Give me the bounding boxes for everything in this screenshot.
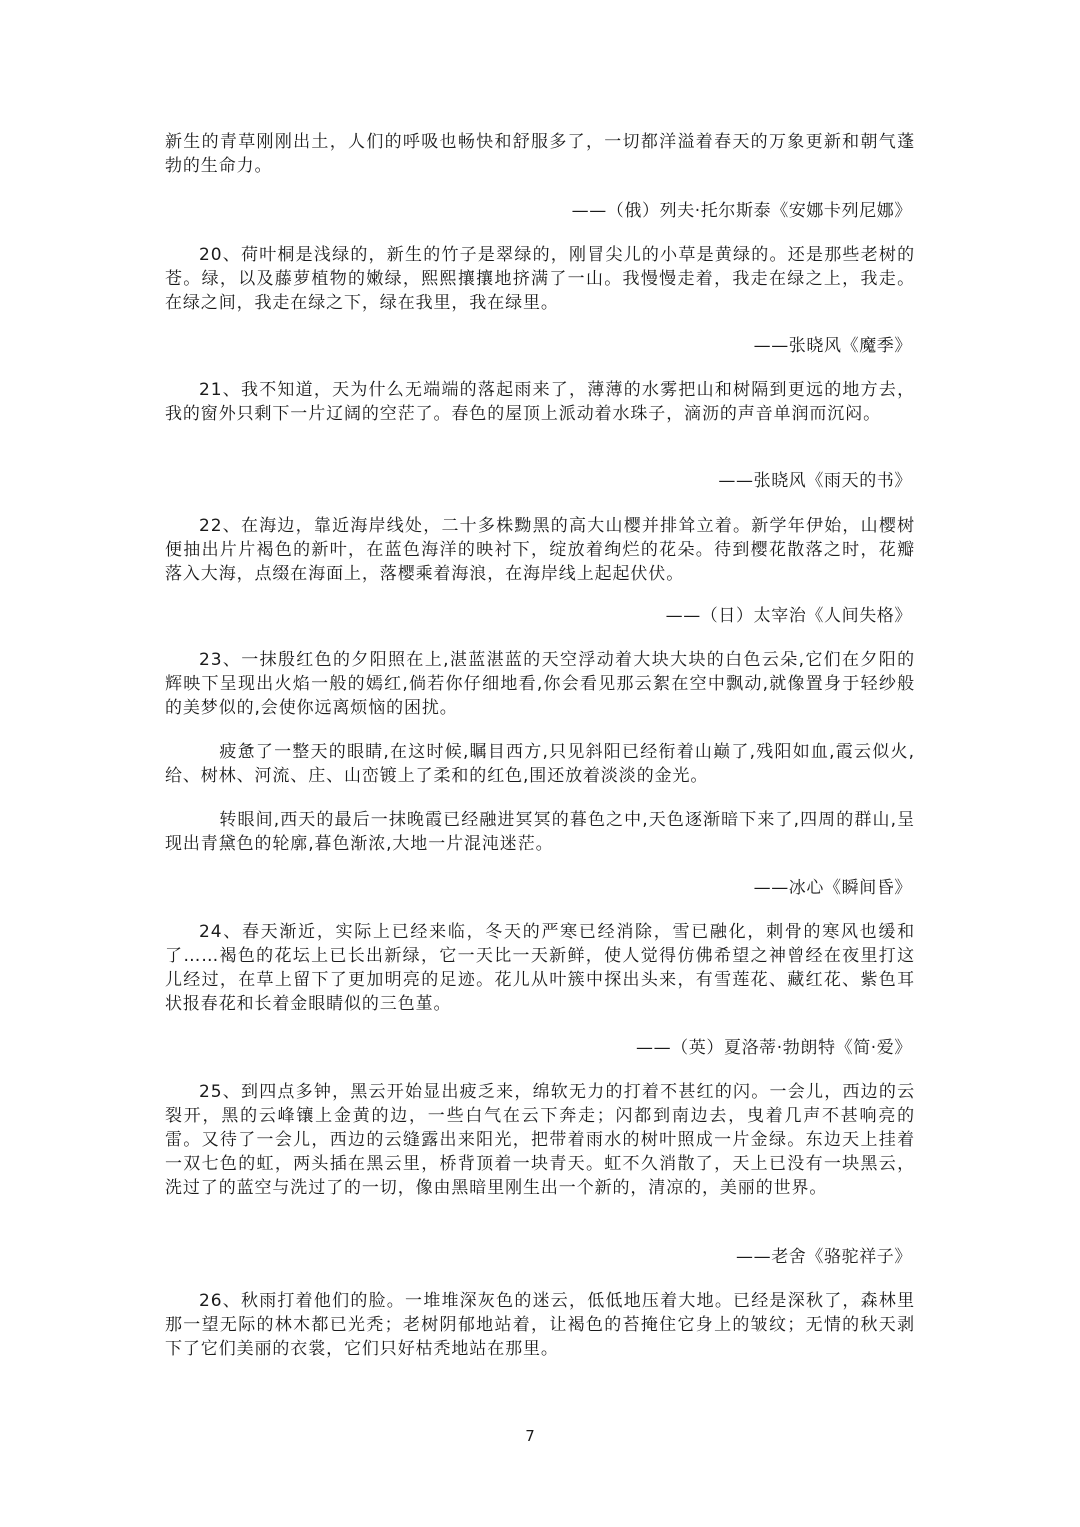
passage-text: 21、我不知道，天为什么无端端的落起雨来了，薄薄的水雾把山和树隔到更远的地方去，我的窗外只剩下一片辽阔的空茫了。春色的屋顶上派动着水珠子，滴沥的声音单润而沉闷。: [165, 380, 915, 424]
passage-text: 22、在海边，靠近海岸线处，二十多株黝黑的高大山樱并排耸立着。新学年伊始，山樱树便抽出片片褐色的新叶，在蓝色海洋的映衬下，绽放着绚烂的花朵。待到樱花散落之时，花瓣落入大海，点缀在海面上，落樱乘着海浪，在海岸线上起起伏伏。: [165, 516, 915, 584]
passage-attribution: ——张晓风《魔季》: [753, 336, 912, 356]
passage-text: 20、荷叶桐是浅绿的，新生的竹子是翠绿的，刚冒尖儿的小草是黄绿的。还是那些老树的苍。绿，以及藤萝植物的嫩绿，熙熙攘攘地挤满了一山。我慢慢走着，我走在绿之上，我走。在绿之间，我走在绿之下，绿在我里，我在绿里。: [165, 245, 915, 313]
passage-attribution: ——冰心《瞬间昏》: [753, 878, 912, 898]
passage-attribution: ——（英）夏洛蒂·勃朗特《简·爱》: [635, 1038, 912, 1058]
passage-text: 25、到四点多钟，黑云开始显出疲乏来，绵软无力的打着不甚红的闪。一会儿，西边的云裂开，黑的云峰镶上金黄的边，一些白气在云下奔走；闪都到南边去，曳着几声不甚响亮的雷。又待了一会儿，西边的云缝露出来阳光，把带着雨水的树叶照成一片金绿。东边天上挂着一双七色的虹，两头插在黑云里，桥背顶着一块青天。虹不久消散了，天上已没有一块黑云，洗过了的蓝空与洗过了的一切，像由黑暗里刚生出一个新的，清凉的，美丽的世界。: [165, 1082, 915, 1198]
passage-attribution: ——老舍《骆驼祥子》: [736, 1247, 912, 1267]
passage-text: 24、春天渐近，实际上已经来临，冬天的严寒已经消除，雪已融化，刺骨的寒风也缓和了……褐色的花坛上已长出新绿，它一天比一天新鲜，使人觉得仿佛希望之神曾经在夜里打这儿经过，在草上留下了更加明亮的足迹。花儿从叶簇中探出头来，有雪莲花、藏红花、紫色耳状报春花和长着金眼睛似的三色堇。: [165, 922, 915, 1014]
passage-text: 26、秋雨打着他们的脸。一堆堆深灰色的迷云，低低地压着大地。已经是深秋了，森林里那一望无际的林木都已光秃；老树阴郁地站着，让褐色的苔掩住它身上的皱纹；无情的秋天剥下了它们美丽的衣裳，它们只好枯秃地站在那里。: [165, 1291, 915, 1359]
page-number: 7: [525, 1427, 535, 1445]
passage-text: 新生的青草刚刚出土，人们的呼吸也畅快和舒服多了，一切都洋溢着春天的万象更新和朝气蓬勃的生命力。: [165, 132, 915, 176]
passage-attribution: ——（俄）列夫·托尔斯泰《安娜卡列尼娜》: [571, 201, 912, 221]
passage-text: 23、一抹殷红色的夕阳照在上,湛蓝湛蓝的天空浮动着大块大块的白色云朵,它们在夕阳的辉映下呈现出火焰一般的嫣红,倘若你仔细地看,你会看见那云絮在空中飘动,就像置身于轻纱般的美梦似的,会使你远离烦恼的困扰。: [165, 650, 915, 718]
passage-text: 转眼间,西天的最后一抹晚霞已经融进冥冥的暮色之中,天色逐渐暗下来了,四周的群山,呈现出青黛色的轮廓,暮色渐浓,大地一片混沌迷茫。: [165, 810, 915, 854]
passage-attribution: ——（日）太宰治《人间失格》: [665, 606, 912, 626]
passage-attribution: ——张晓风《雨天的书》: [718, 471, 912, 491]
passage-text: 疲惫了一整天的眼睛,在这时候,瞩目西方,只见斜阳已经衔着山巅了,残阳如血,霞云似火,给、树林、河流、庄、山峦镀上了柔和的红色,围还放着淡淡的金光。: [165, 742, 915, 786]
